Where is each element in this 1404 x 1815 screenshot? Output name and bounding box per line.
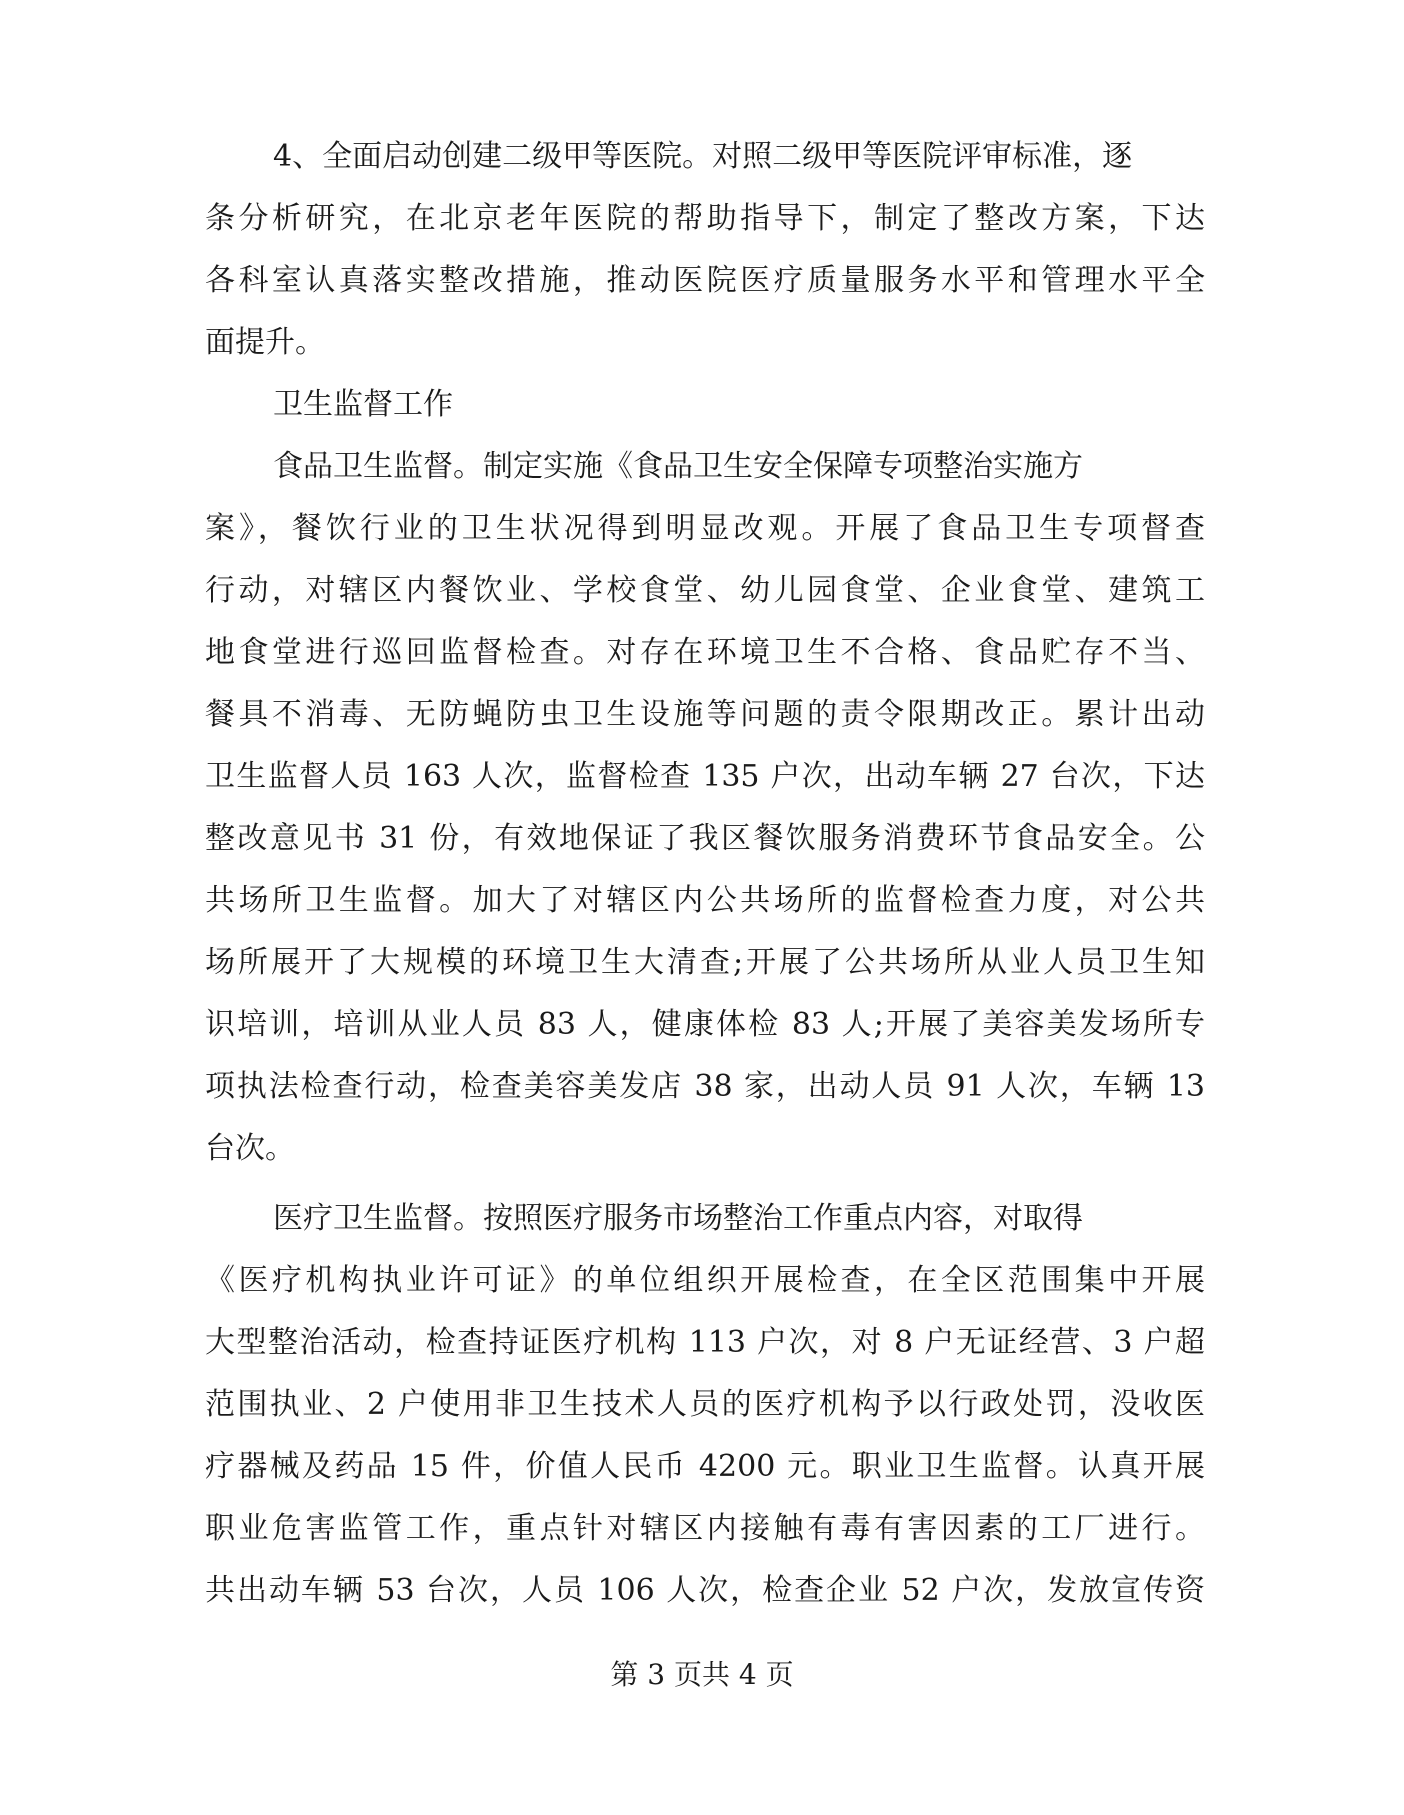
text-line: 共出动车辆 53 台次，人员 106 人次，检查企业 52 户次，发放宣传资 [205, 1573, 1205, 1608]
text-line: 识培训，培训从业人员 83 人，健康体检 83 人;开展了美容美发场所专 [205, 1007, 1205, 1042]
page-number-footer: 第 3 页共 4 页 [610, 1658, 794, 1691]
text-line: 食品卫生监督。制定实施《食品卫生安全保障专项整治实施方 [273, 449, 1083, 484]
text-line: 4、全面启动创建二级甲等医院。对照二级甲等医院评审标准，逐 [273, 139, 1133, 174]
text-line: 疗器械及药品 15 件，价值人民币 4200 元。职业卫生监督。认真开展 [205, 1449, 1205, 1484]
text-line: 卫生监督人员 163 人次，监督检查 135 户次，出动车辆 27 台次，下达 [205, 759, 1205, 794]
document-body [205, 126, 1205, 1622]
text-line: 各科室认真落实整改措施，推动医院医疗质量服务水平和管理水平全 [205, 263, 1205, 298]
text-line: 项执法检查行动，检查美容美发店 38 家，出动人员 91 人次，车辆 13 [205, 1069, 1205, 1104]
text-line: 条分析研究，在北京老年医院的帮助指导下，制定了整改方案，下达 [205, 201, 1205, 236]
text-line: 案》，餐饮行业的卫生状况得到明显改观。开展了食品卫生专项督查 [205, 511, 1205, 546]
text-line: 整改意见书 31 份，有效地保证了我区餐饮服务消费环节食品安全。公 [205, 821, 1205, 856]
text-line: 场所展开了大规模的环境卫生大清查;开展了公共场所从业人员卫生知 [205, 945, 1205, 980]
text-line: 大型整治活动，检查持证医疗机构 113 户次，对 8 户无证经营、3 户超 [205, 1325, 1205, 1360]
text-line: 台次。 [205, 1131, 295, 1166]
text-line: 餐具不消毒、无防蝇防虫卫生设施等问题的责令限期改正。累计出动 [205, 697, 1205, 732]
text-line: 行动，对辖区内餐饮业、学校食堂、幼儿园食堂、企业食堂、建筑工 [205, 573, 1205, 608]
text-line: 面提升。 [205, 325, 325, 360]
text-line: 医疗卫生监督。按照医疗服务市场整治工作重点内容，对取得 [273, 1201, 1083, 1236]
text-line: 《医疗机构执业许可证》的单位组织开展检查，在全区范围集中开展 [205, 1263, 1205, 1298]
text-line: 职业危害监管工作，重点针对辖区内接触有毒有害因素的工厂进行。 [205, 1511, 1205, 1546]
text-line: 共场所卫生监督。加大了对辖区内公共场所的监督检查力度，对公共 [205, 883, 1205, 918]
text-line: 地食堂进行巡回监督检查。对存在环境卫生不合格、食品贮存不当、 [205, 635, 1205, 670]
text-line: 范围执业、2 户使用非卫生技术人员的医疗机构予以行政处罚，没收医 [205, 1387, 1205, 1422]
section-heading: 卫生监督工作 [273, 387, 453, 422]
